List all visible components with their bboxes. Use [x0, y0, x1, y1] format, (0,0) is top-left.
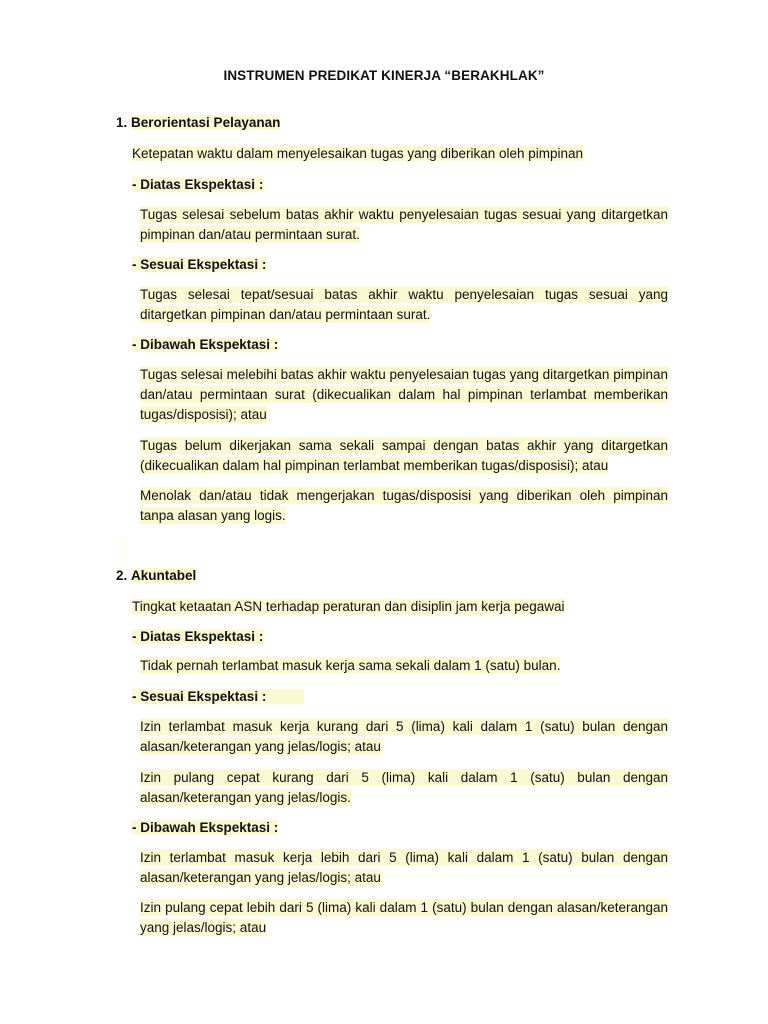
- section-2-heading: [116, 566, 196, 586]
- item-text: Tugas selesai tepat/sesuai batas akhir waktu penyelesaian tugas sesuai yang ditargetkan pimpinan dan/atau permintaan surat.: [140, 287, 668, 323]
- section-2-sesuai-item-1: [140, 717, 668, 757]
- section-2-dibawah-item-1: [140, 848, 668, 888]
- item-text: Izin terlambat masuk kerja kurang dari 5 (lima) kali dalam 1 (satu) bulan dengan alasan/keterangan yang jelas/logis; atau: [140, 719, 668, 755]
- section-1-level-sesuai: [132, 255, 266, 275]
- section-2-diatas-item-1: [140, 656, 560, 676]
- section-2-dibawah-item-2: [140, 898, 668, 938]
- section-1-diatas-item-1: [140, 205, 668, 245]
- section-2-title: Akuntabel: [131, 568, 197, 583]
- level-label: - Sesuai Ekspektasi :: [132, 689, 304, 704]
- item-text: Tidak pernah terlambat masuk kerja sama sekali dalam 1 (satu) bulan.: [140, 658, 561, 673]
- section-2-description-text: Tingkat ketaatan ASN terhadap peraturan dan disiplin jam kerja pegawai: [132, 599, 565, 614]
- section-2-sesuai-item-2: [140, 768, 668, 808]
- level-label: - Sesuai Ekspektasi :: [132, 257, 267, 272]
- level-label: - Diatas Ekspektasi :: [132, 629, 264, 644]
- section-2-number: 2.: [116, 568, 128, 583]
- section-1-sesuai-item-1: [140, 285, 668, 325]
- section-1-title: Berorientasi Pelayanan: [131, 115, 281, 130]
- section-1-level-diatas: [132, 175, 263, 195]
- item-text: Izin terlambat masuk kerja lebih dari 5 (lima) kali dalam 1 (satu) bulan dengan alasan/keterangan yang jelas/logis; atau: [140, 850, 668, 886]
- section-2-level-sesuai: [132, 687, 304, 707]
- section-1-dibawah-item-3: [140, 486, 668, 526]
- section-1-description: [132, 144, 583, 164]
- item-text: Izin pulang cepat lebih dari 5 (lima) kali dalam 1 (satu) bulan dengan alasan/keterangan yang jelas/logis; atau: [140, 900, 668, 936]
- level-label: - Dibawah Ekspektasi :: [132, 337, 279, 352]
- item-text: Menolak dan/atau tidak mengerjakan tugas/disposisi yang diberikan oleh pimpinan tanpa alasan yang logis.: [140, 488, 668, 524]
- section-1-number: 1.: [116, 115, 128, 130]
- section-1-heading: [116, 113, 280, 133]
- section-1-level-dibawah: [132, 335, 278, 355]
- item-text: Tugas selesai melebihi batas akhir waktu penyelesaian tugas yang ditargetkan pimpinan dan/atau permintaan surat (dikecualikan dalam hal pimpinan terlambat memberikan tugas/disposisi); atau: [140, 367, 668, 423]
- level-label: - Dibawah Ekspektasi :: [132, 820, 279, 835]
- section-1-dibawah-item-1: [140, 365, 668, 426]
- section-2-description: [132, 597, 565, 617]
- section-1-description-text: Ketepatan waktu dalam menyelesaikan tugas yang diberikan oleh pimpinan: [132, 146, 584, 161]
- level-label: - Diatas Ekspektasi :: [132, 177, 264, 192]
- item-text: Tugas selesai sebelum batas akhir waktu penyelesaian tugas sesuai yang ditargetkan pimpinan dan/atau permintaan surat.: [140, 207, 668, 243]
- section-1-dibawah-item-2: [140, 436, 668, 476]
- document-title: INSTRUMEN PREDIKAT KINERJA “BERAKHLAK”: [223, 68, 545, 83]
- section-2-level-diatas: [132, 627, 263, 647]
- item-text: Izin pulang cepat kurang dari 5 (lima) kali dalam 1 (satu) bulan dengan alasan/keterangan yang jelas/logis.: [140, 770, 668, 806]
- section-2-level-dibawah: [132, 818, 278, 838]
- item-text: Tugas belum dikerjakan sama sekali sampai dengan batas akhir yang ditargetkan (dikecualikan dalam hal pimpinan terlambat memberikan tugas/disposisi); atau: [140, 438, 668, 474]
